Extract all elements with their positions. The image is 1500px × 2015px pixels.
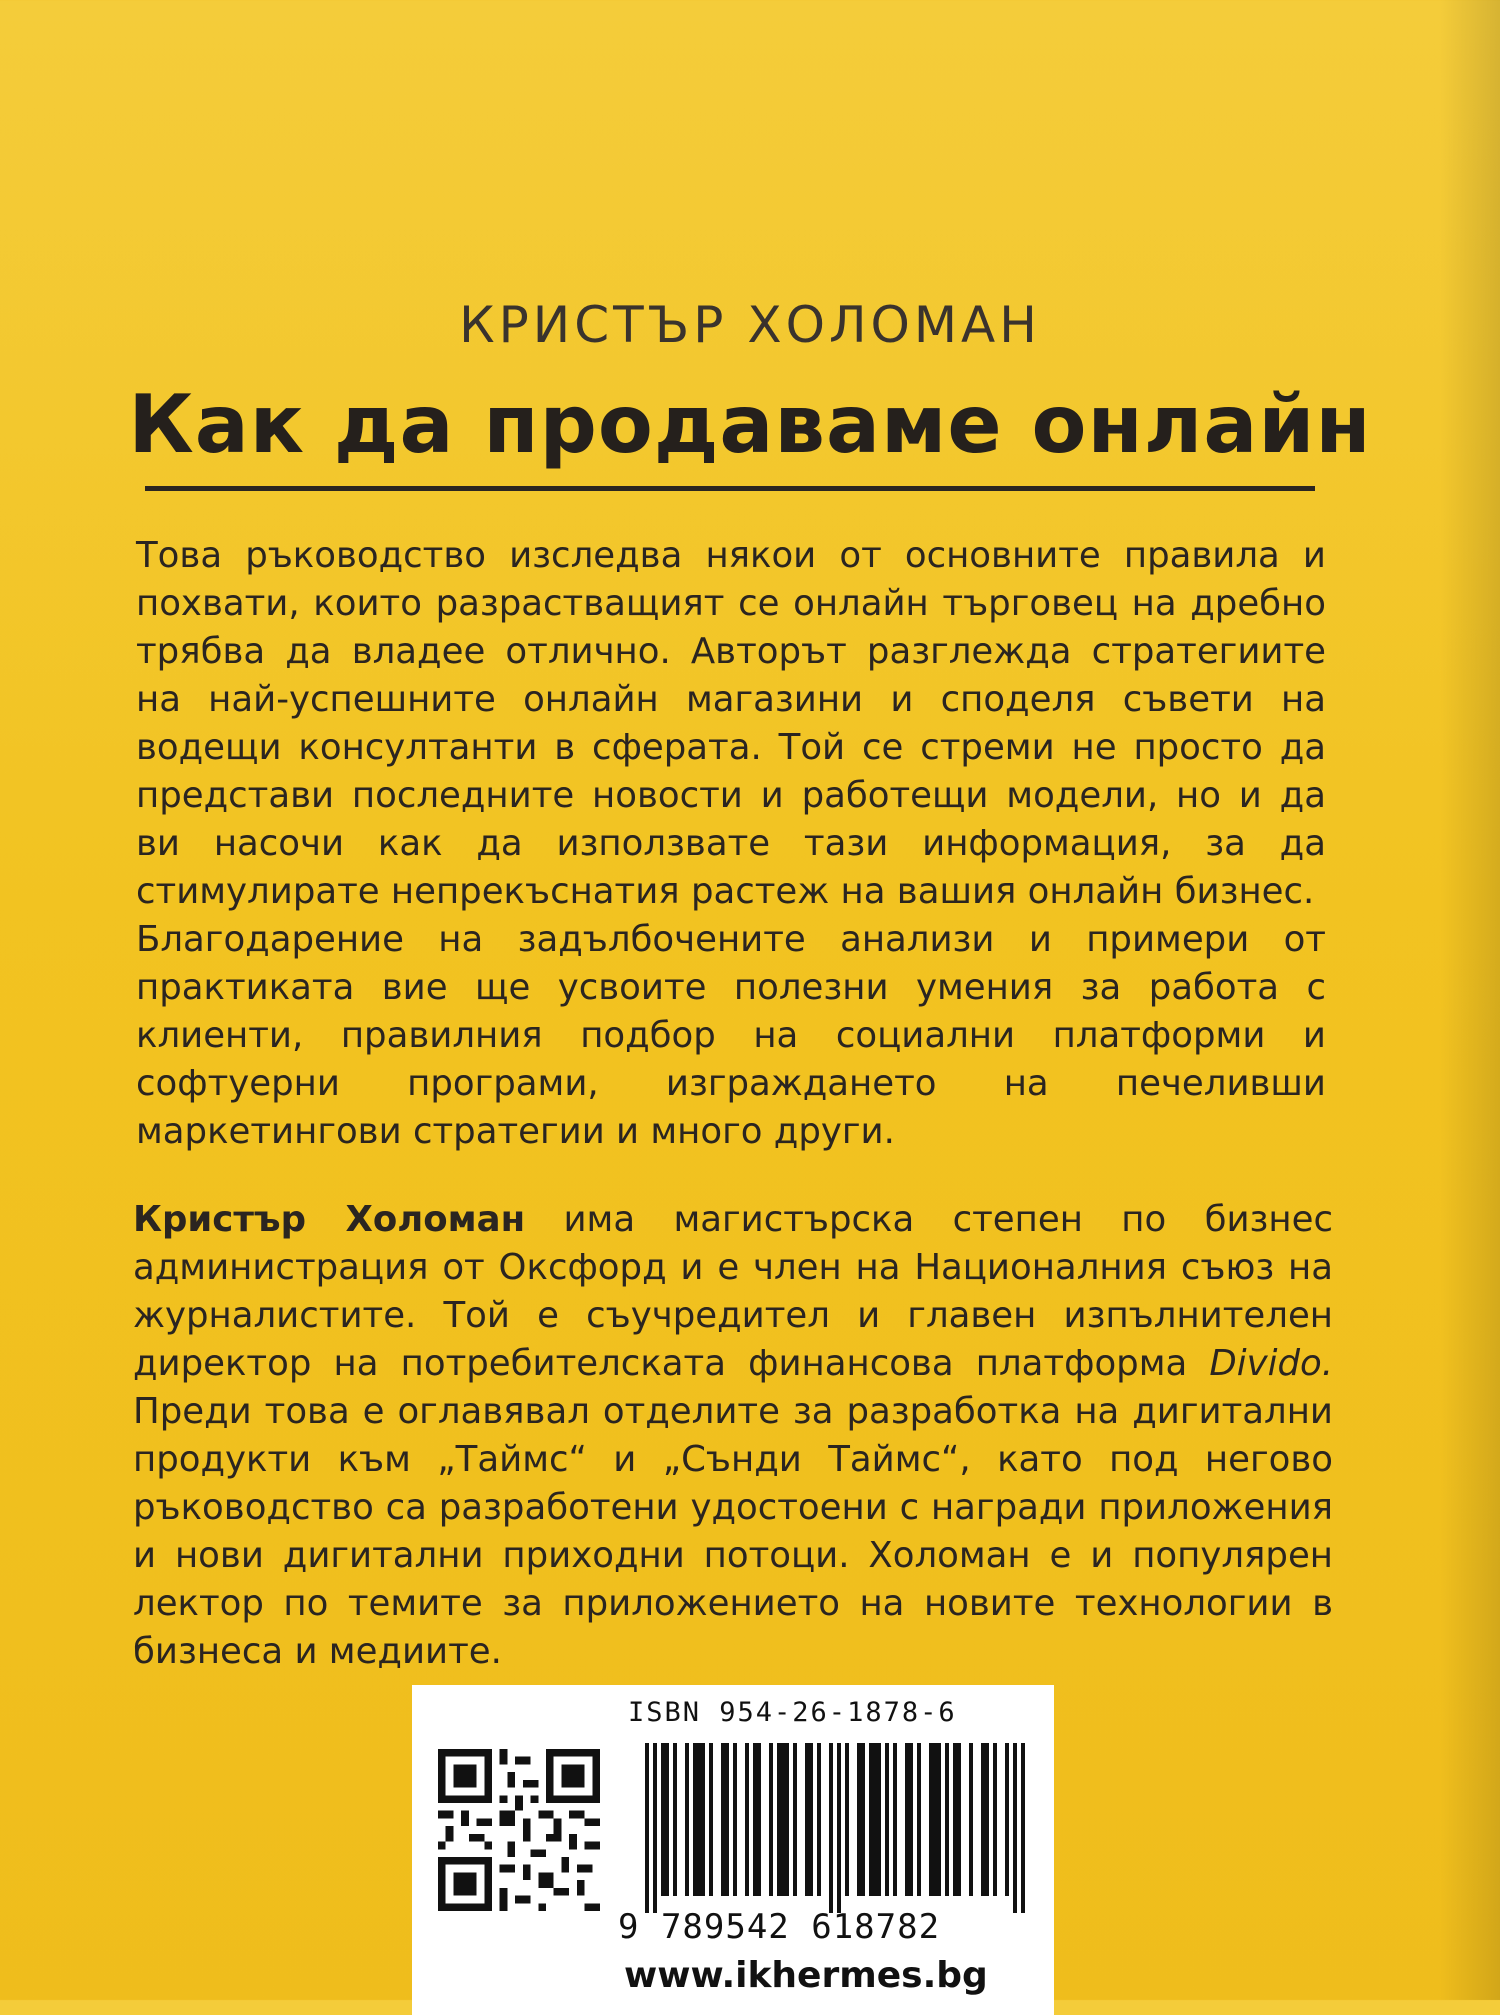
barcode-panel — [412, 1685, 1054, 2015]
qr-code-icon — [438, 1749, 600, 1911]
publisher-url: www.ikhermes.bg — [624, 1955, 988, 1996]
description-paragraph-2: Благодарение на задълбочените анализи и примери от практиката вие ще усвоите полезни умения за работа с клиенти, правилния подбор на социални платформи и софтуерни програми, изграждането на печеливши маркетингови стратегии и много други. — [136, 919, 1326, 1152]
author-bio-text-1: има магистърска степен по бизнес администрация от Оксфорд и е член на Националния съюз на журналистите. Той е съучредител и главен изпълнителен директор на потребителската финансова платформа — [133, 1199, 1333, 1384]
isbn-label: ISBN 954-26-1878-6 — [628, 1697, 957, 1728]
ean-number: 9 789542 618782 — [618, 1907, 941, 1947]
book-description — [136, 532, 1326, 1156]
author-bio-brand: Divido. — [1209, 1343, 1333, 1384]
author-name-header: КРИСТЪР ХОЛОМАН — [459, 296, 1041, 354]
author-bio-paragraph — [133, 1196, 1333, 1676]
ean-barcode — [645, 1743, 1025, 1913]
author-bio-text-2: Преди това е оглавявал отделите за разработка на дигитални продукти към „Таймс“ и „Сънди Таймс“, като под негово ръководство са разработени удостоени с награди приложения и нови дигитални приходни потоци. Холоман е и популярен лектор по темите за приложението на новите технологии в бизнеса и медиите. — [133, 1391, 1333, 1672]
description-paragraph-1: Това ръководство изследва някои от основните правила и похвати, които разрастващият се онлайн търговец на дребно трябва да владее отлично. Авторът разглежда стратегиите на най-успешните онлайн магазини и споделя съвети на водещи консултанти в сферата. Той се стреми не просто да представи последните новости и работещи модели, но и да ви насочи как да използвате тази информация, за да стимулирате непрекъснатия растеж на вашия онлайн бизнес. — [136, 535, 1326, 912]
author-bio-name: Кристър Холоман — [133, 1199, 526, 1240]
title-underline — [145, 486, 1315, 491]
author-bio — [133, 1196, 1333, 1676]
book-title: Как да продаваме онлайн — [128, 378, 1372, 471]
